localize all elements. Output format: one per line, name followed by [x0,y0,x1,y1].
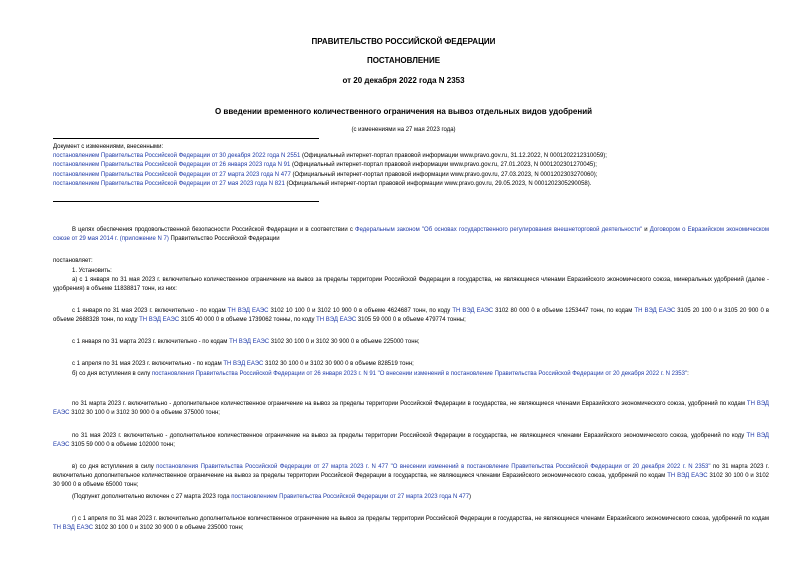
changes-top-divider [53,138,319,139]
tn-ved-link[interactable]: ТН ВЭД ЕАЭС [53,525,94,531]
decree-477-link[interactable]: постановлением Правительства Российской Федерации от 27 марта 2023 года N 477 [231,494,470,500]
subclause-v-note: (Подпункт дополнительно включен с 27 марта 2023 года постановлением Правительства Российской Федерации от 27 марта 2023 года N 477) [72,494,472,500]
tn-ved-link[interactable]: ТН ВЭД ЕАЭС [53,433,770,448]
clause-1-heading: 1. Установить: [72,268,112,274]
change-item: постановлением Правительства Российской Федерации от 26 января 2023 года N 91 (Официальный интернет-портал правовой информации www.pravo.gov.ru, 27.01.2023, N 0001202301270045); [53,162,597,169]
subclause-g: г) с 1 апреля по 31 мая 2023 г. включительно дополнительное количественное ограничение на вывоз за пределы территории Российской Федерации в государства, не являющиеся членами Евразийского экономического союза, удобрений по кодам ТН ВЭД ЕАЭС 3102 30 100 0 и 3102 30 900 0 в объеме 235000 тонн; [53,516,769,531]
eaeu-treaty-link[interactable]: Договором о Евразийском экономическом союзе от 29 мая 2014 г. (приложение N 7) [53,227,770,242]
subclause-b-item-2: по 31 мая 2023 г. включительно - дополнительное количественное ограничение на вывоз за пределы территории Российской Федерации в государства, не являющиеся членами Евразийского экономического союза, удобрений по коду ТН ВЭД ЕАЭС 3105 59 000 0 в объеме 102000 тонн; [53,433,770,448]
change-link[interactable]: постановлением Правительства Российской Федерации от 30 декабря 2022 года N 2551 [53,153,301,160]
government-heading: ПРАВИТЕЛЬСТВО РОССИЙСКОЙ ФЕДЕРАЦИИ [311,37,496,46]
tn-ved-link[interactable]: ТН ВЭД ЕАЭС [634,308,676,314]
preamble-paragraph: В целях обеспечения продовольственной безопасности Российской Федерации и в соответствии с Федеральным законом "Об основах государственного регулирования внешнеторговой деятельности" и Договором о Евразийском экономическом союзе от 29 мая 2014 г. (приложение N 7) Правительство Российской Федерации [53,227,770,242]
tn-ved-link[interactable]: ТН ВЭД ЕАЭС [53,401,770,416]
subclause-a: а) с 1 января по 31 мая 2023 г. включительно количественное ограничение на вывоз за пределы территории Российской Федерации в государства, не являющиеся членами Евразийского экономического союза, минеральных удобрений (далее - удобрения) в объеме 11838817 тонн, из них: [53,277,769,292]
change-link[interactable]: постановлением Правительства Российской Федерации от 26 января 2023 года N 91 [53,162,291,169]
document-revision-note: (с изменениями на 27 мая 2023 года) [351,127,456,133]
subclause-v: в) со дня вступления в силу постановления Правительства Российской Федерации от 27 марта 2023 г. N 477 "О внесении изменений в постановление Правительства Российской Федерации от 20 декабря 2022 г. N 2353" по 31 марта 2023 г. включительно дополнительное количественное ограничение на вывоз за пределы территории Российской Федерации в государства, не являющиеся членами Евразийского экономического союза, удобрений по кодам ТН ВЭД ЕАЭС 3102 30 100 0 и 3102 30 900 0 в объеме 65000 тонн; [53,464,770,488]
change-item: постановлением Правительства Российской Федерации от 30 декабря 2022 года N 2551 (Официальный интернет-портал правовой информации www.pravo.gov.ru, 31.12.2022, N 0001202212310059); [53,153,607,160]
tn-ved-link[interactable]: ТН ВЭД ЕАЭС [452,308,494,314]
decree-91-link[interactable]: постановления Правительства Российской Федерации от 26 января 2023 г. N 91 "О внесении изменений в постановление Правительства Российской Федерации от 20 декабря 2022 г. N 2353" [151,371,688,377]
decree-477-link[interactable]: постановления Правительства Российской Федерации от 27 марта 2023 г. N 477 "О внесении изменений в постановление Правительства Российской Федерации от 20 декабря 2022 г. N 2353" [156,464,711,470]
change-item: постановлением Правительства Российской Федерации от 27 марта 2023 года N 477 (Официальный интернет-портал правовой информации www.pravo.gov.ru, 27.03.2023, N 0001202303270060); [53,171,598,178]
tn-ved-link[interactable]: ТН ВЭД ЕАЭС [223,361,264,367]
changes-list [53,143,773,189]
subclause-b-item-1: по 31 марта 2023 г. включительно - дополнительное количественное ограничение на вывоз за пределы территории Российской Федерации в государства, не являющиеся членами Евразийского экономического союза, удобрений по кодам ТН ВЭД ЕАЭС 3102 30 100 0 и 3102 30 900 0 в объеме 375000 тонн; [53,401,770,416]
tn-ved-link[interactable]: ТН ВЭД ЕАЭС [229,339,270,345]
changes-intro: Документ с изменениями, внесенными: [53,144,164,150]
federal-law-link[interactable]: Федеральным законом "Об основах государственного регулирования внешнеторговой деятельности" [355,227,643,233]
document-date-number: от 20 декабря 2022 года N 2353 [342,76,465,85]
decree-verb: постановляет: [53,258,93,264]
tn-ved-link[interactable]: ТН ВЭД ЕАЭС [667,473,708,479]
tn-ved-link[interactable]: ТН ВЭД ЕАЭС [316,317,357,323]
tn-ved-link[interactable]: ТН ВЭД ЕАЭС [139,317,180,323]
tn-ved-link[interactable]: ТН ВЭД ЕАЭС [227,308,269,314]
change-link[interactable]: постановлением Правительства Российской Федерации от 27 марта 2023 года N 477 [53,171,291,178]
change-item: постановлением Правительства Российской Федерации от 27 мая 2023 года N 821 (Официальный интернет-портал правовой информации www.pravo.gov.ru, 29.05.2023, N 0001202305290058). [53,180,592,187]
subclause-b: б) со дня вступления в силу постановления Правительства Российской Федерации от 26 января 2023 г. N 91 "О внесении изменений в постановление Правительства Российской Федерации от 20 декабря 2022 г. N 2353": [72,371,689,377]
changes-bottom-divider [53,201,319,202]
subclause-a-item-2: с 1 января по 31 марта 2023 г. включительно - по кодам ТН ВЭД ЕАЭС 3102 30 100 0 и 3102 30 900 0 в объеме 225000 тонн; [72,339,420,345]
subclause-a-item-1: с 1 января по 31 мая 2023 г. включительно - по кодам ТН ВЭД ЕАЭС 3102 10 100 0 и 3102 10 900 0 в объеме 4624687 тонн, по коду ТН ВЭД ЕАЭС 3102 80 000 0 в объеме 1253447 тонн, по кодам ТН ВЭД ЕАЭС 3105 20 100 0 и 3105 20 900 0 в объеме 2688328 тонн, по коду ТН ВЭД ЕАЭС 3105 40 000 0 в объеме 1739062 тонны, по коду ТН ВЭД ЕАЭС 3105 59 000 0 в объеме 479774 тонны; [53,308,770,323]
document-type-heading: ПОСТАНОВЛЕНИЕ [366,56,441,65]
document-title: О введении временного количественного ограничения на вывоз отдельных видов удобрений [214,107,593,116]
change-link[interactable]: постановлением Правительства Российской Федерации от 27 мая 2023 года N 821 [53,180,285,187]
subclause-a-item-3: с 1 апреля по 31 мая 2023 г. включительно - по кодам ТН ВЭД ЕАЭС 3102 30 100 0 и 3102 30 900 0 в объеме 828519 тонн; [72,361,414,367]
